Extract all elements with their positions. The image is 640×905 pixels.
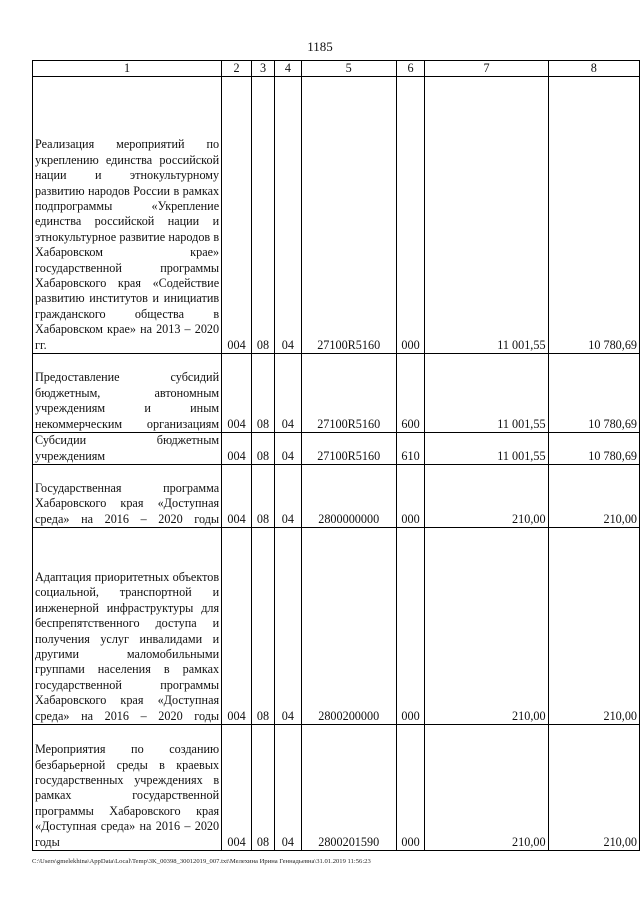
cell-ministry-code: 004 [222,354,252,433]
cell-amount-7: 11 001,55 [425,433,548,465]
row-name: Реализация мероприятий по укреплению единства российской нации и этнокультурному развитию народов России в рамках подпрограммы «Укрепление единства российской нации и этнокультурное развитие народов в Хабаровском крае» государственной программы Хабаровского края «Содействие развитию институтов и инициатив гражданского общества в Хабаровском крае» на 2013 – 2020 гг. [33,77,222,354]
column-header: 6 [396,61,425,77]
cell-amount-8: 10 780,69 [548,77,639,354]
budget-table [32,60,640,851]
row-name: Адаптация приоритетных объектов социальной, транспортной и инженерной инфраструктуры для беспрепятственного доступа и получения услуг инвалидами и другими маломобильными группами населения в рамках государственной программы Хабаровского края «Доступная среда» на 2016 – 2020 годы [33,528,222,725]
cell-subsection: 04 [274,725,301,851]
file-path-footer: C:\Users\gmelekhina\AppData\Local\Temp\3K_00398_30012019_007.txt\Мелехина Ирина Геннадьевна\31.01.2019 11:56:23 [32,858,371,865]
cell-amount-7: 210,00 [425,725,548,851]
cell-section: 08 [252,528,275,725]
table-row [33,528,640,725]
cell-amount-7: 11 001,55 [425,354,548,433]
cell-subsection: 04 [274,528,301,725]
table-row [33,465,640,528]
header-row [33,61,640,77]
cell-target-article: 2800200000 [301,528,396,725]
table-row [33,354,640,433]
cell-target-article: 2800000000 [301,465,396,528]
cell-section: 08 [252,433,275,465]
cell-target-article: 27100R5160 [301,77,396,354]
row-name: Предоставление субсидий бюджетным, автономным учреждениям и иным некоммерческим организациям [33,354,222,433]
cell-expense-type: 000 [396,465,425,528]
cell-ministry-code: 004 [222,77,252,354]
cell-ministry-code: 004 [222,725,252,851]
cell-subsection: 04 [274,354,301,433]
cell-target-article: 27100R5160 [301,354,396,433]
cell-ministry-code: 004 [222,433,252,465]
cell-target-article: 27100R5160 [301,433,396,465]
cell-amount-8: 210,00 [548,725,639,851]
table-row [33,433,640,465]
cell-section: 08 [252,465,275,528]
column-header: 5 [301,61,396,77]
cell-section: 08 [252,725,275,851]
table-row [33,725,640,851]
column-header: 4 [274,61,301,77]
cell-target-article: 2800201590 [301,725,396,851]
cell-amount-7: 210,00 [425,465,548,528]
column-header: 8 [548,61,639,77]
cell-section: 08 [252,354,275,433]
cell-expense-type: 000 [396,725,425,851]
cell-amount-8: 210,00 [548,528,639,725]
column-header: 1 [33,61,222,77]
cell-amount-8: 210,00 [548,465,639,528]
column-header: 2 [222,61,252,77]
cell-ministry-code: 004 [222,465,252,528]
table-row [33,77,640,354]
cell-amount-8: 10 780,69 [548,433,639,465]
column-header: 3 [252,61,275,77]
cell-ministry-code: 004 [222,528,252,725]
column-header: 7 [425,61,548,77]
cell-expense-type: 610 [396,433,425,465]
row-name: Государственная программа Хабаровского края «Доступная среда» на 2016 – 2020 годы [33,465,222,528]
cell-section: 08 [252,77,275,354]
cell-subsection: 04 [274,433,301,465]
cell-amount-7: 11 001,55 [425,77,548,354]
cell-amount-7: 210,00 [425,528,548,725]
row-name: Мероприятия по созданию безбарьерной среды в краевых государственных учреждениях в рамках государственной программы Хабаровского края «Доступная среда» на 2016 – 2020 годы [33,725,222,851]
row-name: Субсидии бюджетным учреждениям [33,433,222,465]
page-number: 1185 [307,39,333,54]
cell-expense-type: 600 [396,354,425,433]
cell-expense-type: 000 [396,528,425,725]
cell-amount-8: 10 780,69 [548,354,639,433]
cell-subsection: 04 [274,465,301,528]
cell-subsection: 04 [274,77,301,354]
cell-expense-type: 000 [396,77,425,354]
